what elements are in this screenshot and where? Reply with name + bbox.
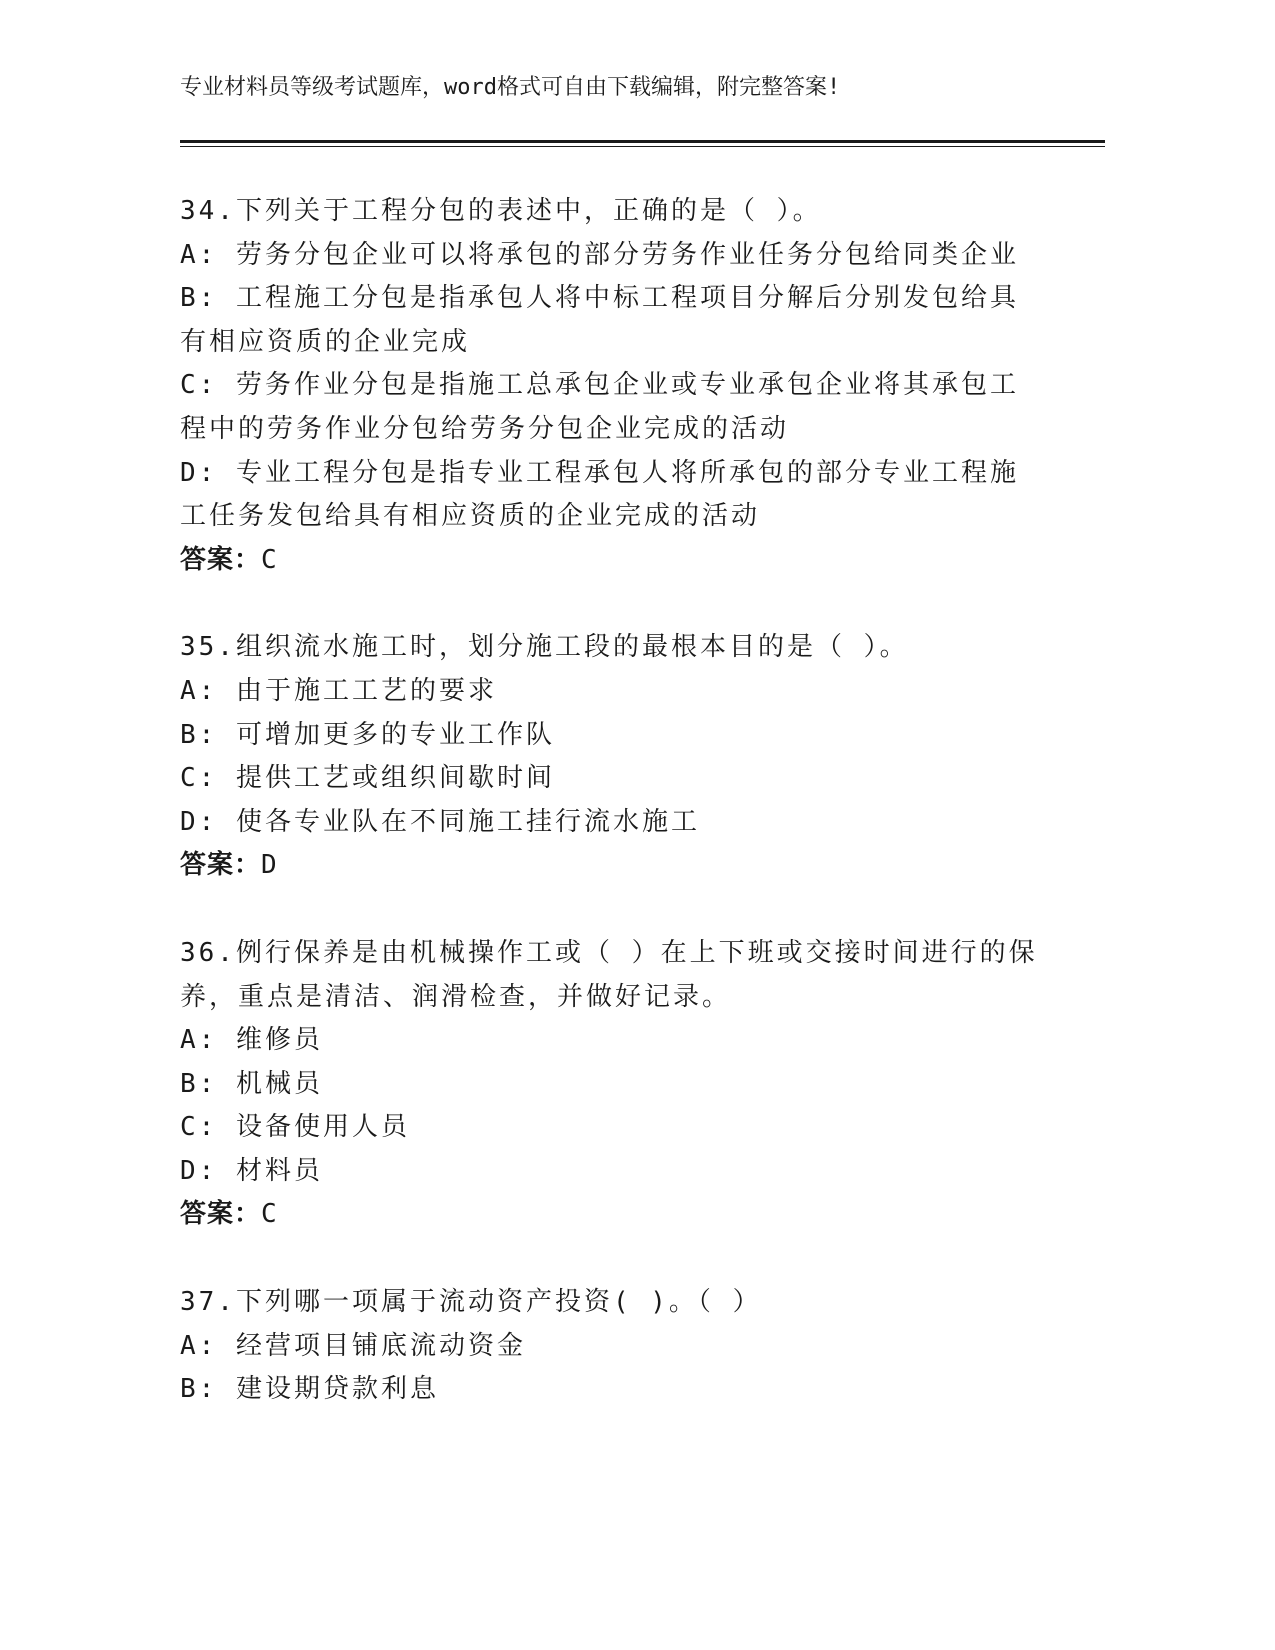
- question-list: [180, 190, 1040, 1456]
- question-stem: 37.下列哪一项属于流动资产投资( )。（ ）: [180, 1287, 762, 1318]
- answer: [180, 844, 1040, 888]
- option-d: D: 使各专业队在不同施工挂行流水施工: [180, 806, 700, 837]
- option-d: D: 专业工程分包是指专业工程承包人将所承包的部分专业工程施工任务发包给具有相应资质的企业完成的活动: [180, 457, 1019, 532]
- option-b: B: 可增加更多的专业工作队: [180, 719, 555, 750]
- answer-value: C: [261, 544, 278, 575]
- option-a: A: 经营项目铺底流动资金: [180, 1330, 526, 1361]
- question-stem: 34.下列关于工程分包的表述中，正确的是（ ）。: [180, 196, 822, 226]
- option-d: D: 材料员: [180, 1155, 323, 1186]
- option-c: C: 提供工艺或组织间歇时间: [180, 763, 555, 794]
- question-stem: 36.例行保养是由机械操作工或（ ）在上下班或交接时间进行的保养，重点是清洁、润滑检查，并做好记录。: [180, 937, 1038, 1012]
- option-a: A: 劳务分包企业可以将承包的部分劳务作业任务分包给同类企业: [180, 239, 1019, 270]
- answer-value: D: [261, 850, 278, 881]
- header-rule-thin: [180, 146, 1105, 147]
- answer: [180, 539, 1040, 583]
- option-b: B: 建设期贷款利息: [180, 1374, 439, 1405]
- question-36: [180, 932, 1040, 1237]
- option-a: A: 维修员: [180, 1025, 323, 1056]
- question-37: [180, 1281, 1040, 1412]
- option-b: B: 机械员: [180, 1068, 323, 1099]
- document-header: 专业材料员等级考试题库，word格式可自由下载编辑，附完整答案!: [180, 75, 841, 100]
- option-c: C: 设备使用人员: [180, 1112, 410, 1143]
- answer-label: 答案：: [180, 544, 262, 575]
- answer-label: 答案：: [180, 850, 262, 881]
- option-c: C: 劳务作业分包是指施工总承包企业或专业承包企业将其承包工程中的劳务作业分包给劳务分包企业完成的活动: [180, 370, 1019, 444]
- option-b: B: 工程施工分包是指承包人将中标工程项目分解后分别发包给具有相应资质的企业完成: [180, 283, 1019, 357]
- header-rule-thick: [180, 140, 1105, 143]
- answer-label: 答案：: [180, 1199, 262, 1230]
- option-a: A: 由于施工工艺的要求: [180, 675, 497, 706]
- question-34: [180, 190, 1040, 582]
- question-stem: 35.组织流水施工时，划分施工段的最根本目的是（ ）。: [180, 632, 909, 663]
- answer: [180, 1193, 1040, 1237]
- question-35: [180, 626, 1040, 888]
- answer-value: C: [261, 1199, 278, 1230]
